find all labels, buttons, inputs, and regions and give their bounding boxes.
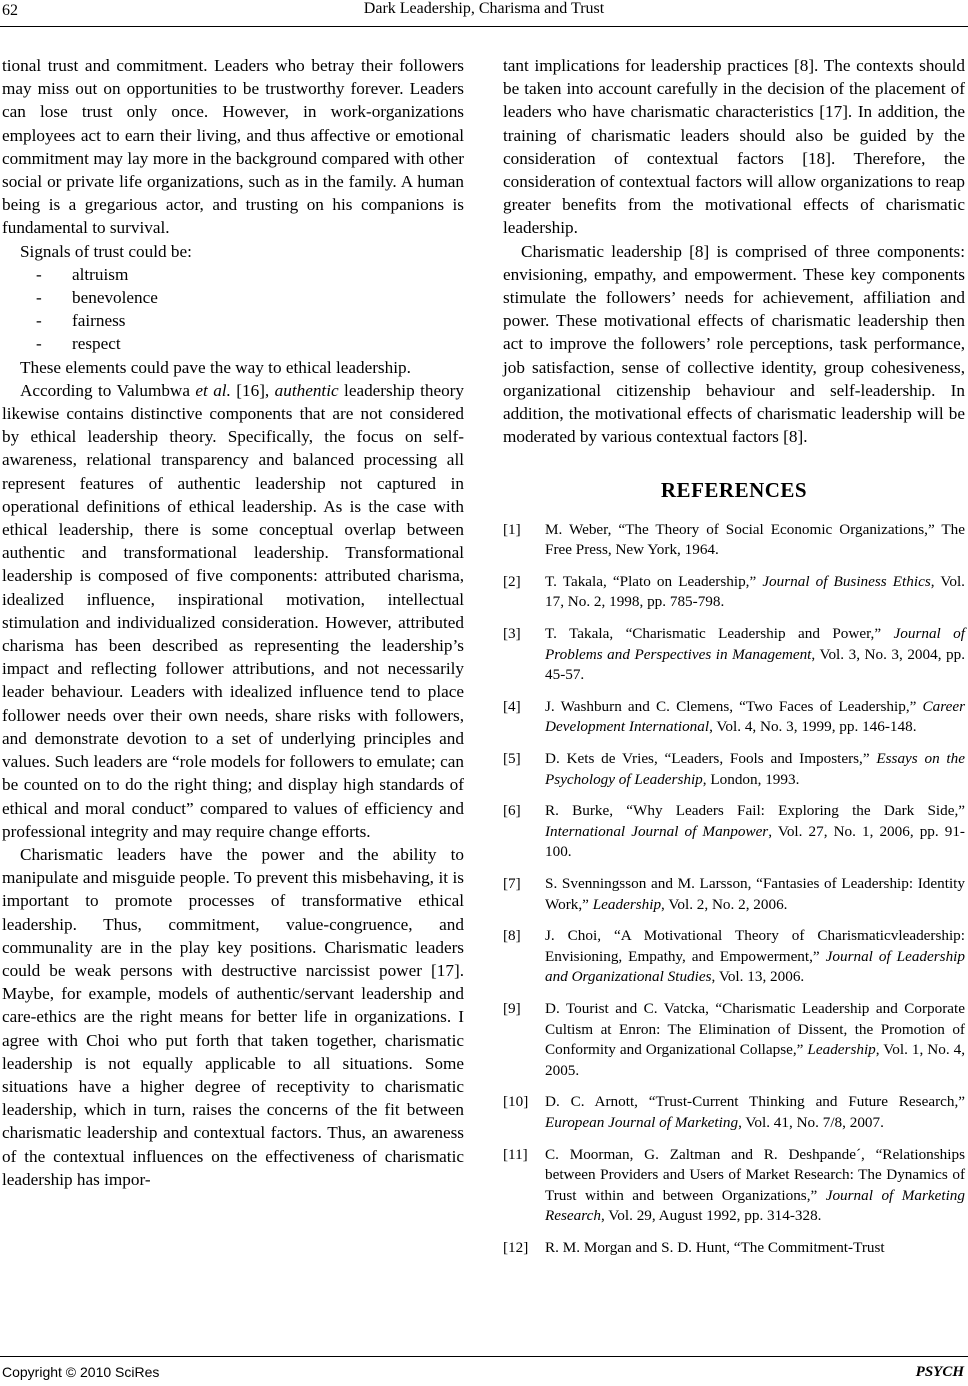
reference-text: C. Moorman, G. Zaltman and R. Deshpande´, “Relationships between Providers and Users of Market Research: The Dynamics of Trust within and between Organizations,” Journal of Marketing Research, Vol. 29, August 1992, pp. 314-328. xyxy=(545,1145,965,1225)
reference-number: [9] xyxy=(503,999,521,1017)
reference-item xyxy=(503,697,965,738)
reference-number: [5] xyxy=(503,750,521,767)
reference-text: D. C. Arnott, “Trust-Current Thinking and Future Research,” European Journal of Marketing, Vol. 41, No. 7/8, 2007. xyxy=(545,1093,965,1131)
reference-number: [8] xyxy=(503,927,521,945)
references-heading: REFERENCES xyxy=(660,478,808,503)
reference-text: T. Takala, “Plato on Leadership,” Journal of Business Ethics, Vol. 17, No. 2, 1998, pp. 785-798. xyxy=(545,572,965,611)
list-item: - respect xyxy=(36,334,121,354)
reference-number: [4] xyxy=(503,697,521,715)
reference-text: R. M. Morgan and S. D. Hunt, “The Commitment-Trust xyxy=(545,1238,885,1256)
reference-item xyxy=(503,624,965,686)
reference-number: [6] xyxy=(503,802,521,820)
reference-item xyxy=(503,874,965,915)
list-item: - altruism xyxy=(36,264,129,284)
reference-number: [2] xyxy=(503,572,521,590)
right-column xyxy=(503,54,965,1269)
reference-item xyxy=(503,926,965,988)
list-item: - fairness xyxy=(36,311,126,331)
reference-item xyxy=(503,801,965,863)
footer-rule xyxy=(0,1356,968,1357)
reference-number: [10] xyxy=(503,1093,529,1111)
paragraph-implications: tant implications for leadership practices [8]. The contexts should be taken into account carefully in the decision of the placement of leaders who have charismatic characteristics [17]. In addition, the training of charismatic leaders should also be guided by the consideration of contextual factors [18]. Therefore, the consideration of contextual factors will allow organizations to reap greater benefits from the motivational effects of charismatic leadership. xyxy=(503,56,965,238)
reference-text: T. Takala, “Charismatic Leadership and Power,” Journal of Problems and Perspectives in Management, Vol. 3, No. 3, 2004, pp. 45-57. xyxy=(545,625,966,684)
reference-item xyxy=(503,749,965,790)
reference-item xyxy=(503,1092,965,1133)
paragraph-charismatic-leaders: Charismatic leaders have the power and the ability to manipulate and misguide people. To prevent this misbehaving, it is important to promote processes of transformative ethical leadership. Thus, commitment, value-congruence, and communality are in the play key positions. Charismatic leaders could be weak persons with destructive narcissist power [17]. Maybe, for example, models of authentic/servant leadership and care-ethics are the right means for better life in organizations. I agree with Choi who put forth that taken together, charismatic leadership is not equally applicable to all situations. Some situations have a higher degree of receptivity to charismatic leadership, which in turn, raises the concerns of the fit between charismatic leadership and contextual factors. Thus, an awareness of the contextual influences on the effectiveness of charismatic leadership has impor- xyxy=(2,844,464,1189)
reference-item xyxy=(503,520,965,561)
reference-item xyxy=(503,999,965,1081)
journal-name: PSYCH xyxy=(915,1364,964,1380)
list-item: - benevolence xyxy=(36,288,158,308)
paragraph-trust-commitment: tional trust and commitment. Leaders who betray their followers may miss out on opportunities to be trustworthy forever. Leaders can lose trust only once. However, in work-organizations employees act to earn their living, and thus affective or emotional commitment may lay more in the background compared with other social or private life organizations, such as in the family. A human being is a gregarious actor, and trusting on his companions is fundamental to survival. xyxy=(2,56,464,238)
reference-text: M. Weber, “The Theory of Social Economic Organizations,” The Free Press, New York, 1964. xyxy=(545,520,965,559)
reference-text: D. Tourist and C. Vatcka, “Charismatic Leadership and Corporate Cultism at Enron: The Elimination of Dissent, the Promotion of Conformity and Organizational Collapse,” Leadership, Vol. 1, No. 4, 2005. xyxy=(545,999,965,1079)
page-number: 62 xyxy=(2,2,18,19)
reference-text: J. Washburn and C. Clemens, “Two Faces of Leadership,” Career Development International, Vol. 4, No. 3, 1999, pp. 146-148. xyxy=(545,697,965,736)
copyright-notice: Copyright © 2010 SciRes xyxy=(2,1364,160,1380)
reference-item xyxy=(503,1145,965,1227)
paragraph-authentic-leadership: According to Valumbwa et al. [16], authentic leadership theory likewise contains distinctive components that are not considered by ethical leadership theory. Specifically, the focus on self-awareness, relational transparency and balanced processing all represent features of authentic leadership not captured in operational definitions of ethical leadership. As is the case with ethical leadership, there is some conceptual overlap between authentic and transformational leadership. Transformational leadership is composed of five components: attributed charisma, idealized influence, inspirational motivation, intellectual stimulation and individualized consideration. However, attributed charisma has been described as representing the leadership’s impact and reflecting follower attributions, and not necessarily leader behaviour. Leaders with idealized influence tend to place follower needs over their own needs, share risks with followers, and demonstrate devotion to a set of underlying principles and values. Such leaders are “role models for followers to emulate; can be counted on to do the right thing; and display high standards of ethical and moral conduct” compared to values of efficiency and professional integrity and may require change efforts. xyxy=(2,380,465,841)
reference-number: [1] xyxy=(503,520,521,538)
references-list xyxy=(503,520,965,1259)
reference-text: S. Svenningsson and M. Larsson, “Fantasies of Leadership: Identity Work,” Leadership, Vol. 2, No. 2, 2006. xyxy=(545,874,965,913)
left-column xyxy=(2,54,464,1191)
reference-number: [3] xyxy=(503,625,521,643)
page-header xyxy=(0,0,968,26)
reference-number: [7] xyxy=(503,874,521,892)
reference-item xyxy=(503,1238,965,1259)
signals-list xyxy=(2,263,464,356)
paragraph-components: Charismatic leadership [8] is comprised of three components: envisioning, empathy, and empowerment. These key components stimulate the followers’ needs for achievement, affiliation and power. These motivational effects of charismatic leadership then act to improve the followers’ role perceptions, task performance, job satisfaction, sense of collective identity, group cohesiveness, organizational citizenship behaviour and self-leadership. In addition, the motivational effects of charismatic leadership will be moderated by various contextual factors [8]. xyxy=(503,241,965,447)
reference-text: J. Choi, “A Motivational Theory of Charismaticvleadership: Envisioning, Empathy, and Empowerment,” Journal of Leadership and Organizational Studies, Vol. 13, 2006. xyxy=(545,927,965,986)
page-footer xyxy=(0,1364,968,1386)
paragraph-signals-intro: Signals of trust could be: xyxy=(20,241,192,261)
reference-number: [12] xyxy=(503,1238,529,1256)
reference-text: D. Kets de Vries, “Leaders, Fools and Imposters,” Essays on the Psychology of Leadership, London, 1993. xyxy=(545,750,965,788)
reference-number: [11] xyxy=(503,1145,528,1163)
reference-item xyxy=(503,572,965,613)
running-title: Dark Leadership, Charisma and Trust xyxy=(363,0,605,17)
header-rule xyxy=(0,26,968,27)
reference-text: R. Burke, “Why Leaders Fail: Exploring the Dark Side,” International Journal of Manpower, Vol. 27, No. 1, 2006, pp. 91-100. xyxy=(545,802,965,861)
paragraph-ethical-leadership: These elements could pave the way to ethical leadership. xyxy=(20,357,411,377)
